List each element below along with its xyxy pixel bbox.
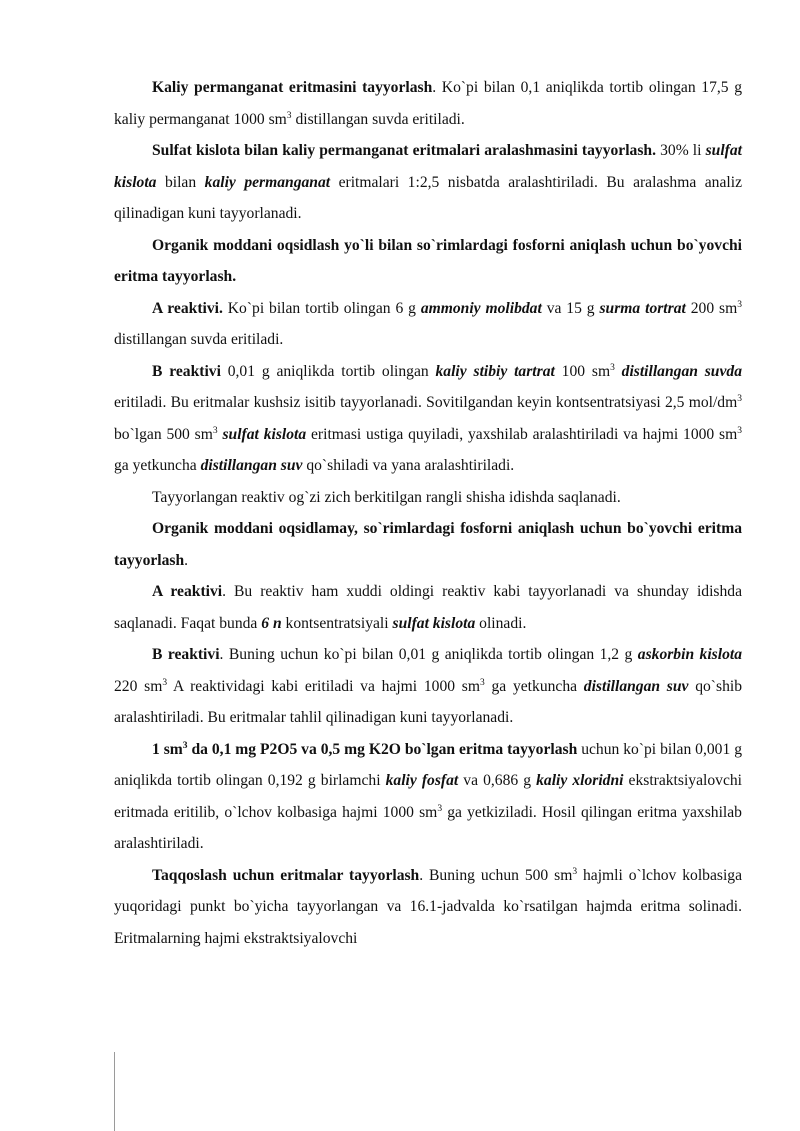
para-heading-oqsidlamay <box>114 513 742 576</box>
text-run: 220 sm <box>114 677 163 695</box>
bold-italic-term: askorbin kislota <box>637 646 743 663</box>
text-run: 100 sm <box>554 362 611 380</box>
para-saqlash <box>114 482 742 514</box>
superscript: 3 <box>610 362 615 373</box>
superscript: 3 <box>572 866 578 877</box>
text-run: ga yetkiziladi. Hosil qilingan eritma yaxshilab aralashtiriladi. <box>114 803 742 852</box>
text-run: . Ko`pi bilan 0,1 aniqlikda tortib olingan 17,5 g kaliy permanganat 1000 sm <box>114 79 742 128</box>
text-run: . Buning uchun ko`pi bilan 0,01 g aniqlikda tortib olingan 1,2 g <box>219 646 638 663</box>
para-a-reaktivi-2 <box>114 576 742 639</box>
bold-italic-term: kaliy stibiy tartrat <box>435 362 555 380</box>
superscript: 3 <box>437 803 443 814</box>
bold-italic-term: distillangan suv <box>200 457 303 474</box>
bold-text: Taqqoslash uchun eritmalar tayyorlash <box>152 866 420 884</box>
superscript: 3 <box>182 740 188 751</box>
superscript: 3 <box>737 394 742 404</box>
text-run: . Bu reaktiv ham xuddi oldingi reaktiv kabi tayyorlanadi va shunday idishda saqlanadi. Faqat bunda <box>114 583 742 632</box>
page-margin-line <box>114 1052 115 1131</box>
bold-italic-term: distillangan suv <box>583 677 689 695</box>
text-run: qo`shiladi va yana aralashtiriladi. <box>302 457 515 474</box>
text-run: 200 sm <box>685 299 738 317</box>
text-run: olinadi. <box>475 614 527 632</box>
para-b-reaktivi-2 <box>114 639 742 734</box>
para-b-reaktivi-1 <box>114 356 742 482</box>
text-run: Tayyorlangan reaktiv og`zi zich berkitilgan rangli shisha idishda saqlanadi. <box>152 488 621 506</box>
text-run: bo`lgan 500 sm <box>114 425 213 443</box>
bold-italic-term: sulfat kislota <box>222 425 307 443</box>
text-run: va 0,686 g <box>458 772 537 789</box>
superscript: 3 <box>162 677 168 688</box>
text-run: A reaktividagi kabi eritiladi va hajmi 1000 sm <box>167 677 481 695</box>
text-run: . Buning uchun 500 sm <box>419 866 573 884</box>
text-run: ekstraktsiyalovchi eritmada eritilib, o`lchov kolbasiga hajmi 1000 sm <box>114 772 742 821</box>
bold-text: da 0,1 mg P2O5 va 0,5 mg K2O bo`lgan eritma tayyorlash <box>187 740 578 758</box>
bold-italic-term: surma tortrat <box>599 299 686 317</box>
text-run: 30% li <box>656 142 706 159</box>
text-run: uchun ko`pi bilan 0,001 g aniqlikda tortib olingan 0,192 g birlamchi <box>114 740 742 789</box>
bold-italic-term: ammoniy molibdat <box>420 299 542 317</box>
superscript: 3 <box>212 425 218 436</box>
para-a-reaktivi-1 <box>114 293 742 356</box>
bold-text: B reaktivi <box>152 646 220 663</box>
text-run: distillangan suvda eritiladi. <box>114 331 284 348</box>
para-sulfat-kaliy-aralashma <box>114 135 742 230</box>
bold-text: 1 sm <box>152 740 183 758</box>
bold-text: A reaktivi. <box>152 299 223 317</box>
bold-italic-term: 6 n <box>261 614 282 632</box>
text-run: . <box>184 551 189 569</box>
para-p2o5-k2o <box>114 734 742 860</box>
para-kaliy-permanganat <box>114 72 742 135</box>
text-run: ga yetkuncha <box>114 457 201 474</box>
superscript: 3 <box>286 110 292 121</box>
bold-text: Kaliy permanganat eritmasini tayyorlash <box>152 79 433 96</box>
bold-italic-term: kaliy fosfat <box>385 772 459 789</box>
text-run: eritmalari 1:2,5 nisbatda aralashtiriladi. Bu aralashma analiz qilinadigan kuni tayyorlanadi. <box>114 173 742 222</box>
bold-text: A reaktivi <box>152 583 223 600</box>
text-run: Ko`pi bilan tortib olingan 6 g <box>222 299 421 317</box>
bold-text: Sulfat kislota bilan kaliy permanganat eritmalari aralashmasini tayyorlash. <box>152 142 656 159</box>
para-taqqoslash <box>114 860 742 955</box>
text-run: hajmli o`lchov kolbasiga yuqoridagi punkt bo`yicha tayyorlangan va 16.1-jadvalda ko`rsatilgan hajmda eritma solinadi. Eritmalarning hajmi ekstraktsiyalovchi <box>114 866 742 947</box>
text-run: qo`shib aralashtiriladi. Bu eritmalar tahlil qilinadigan kuni tayyorlanadi. <box>114 677 742 726</box>
bold-italic-term: sulfat kislota <box>114 142 742 191</box>
text-run: ga yetkuncha <box>484 677 584 695</box>
text-run <box>615 363 622 380</box>
superscript: 3 <box>480 677 485 688</box>
text-run: distillangan suvda eritiladi. <box>291 110 465 128</box>
bold-text: B reaktivi <box>152 362 221 380</box>
text-run: kontsentratsiyali <box>281 614 393 632</box>
bold-italic-term: kaliy xloridni <box>536 772 624 789</box>
bold-italic-term: kaliy permanganat <box>204 173 331 191</box>
superscript: 3 <box>737 425 742 436</box>
para-heading-oqsidlash <box>114 230 742 293</box>
superscript: 3 <box>737 299 742 310</box>
text-run: eritiladi. Bu eritmalar kushsiz isitib tayyorlanadi. Sovitilgandan keyin kontsentratsiyasi 2,5 mol/dm <box>114 394 738 411</box>
text-run: bilan <box>156 173 205 191</box>
text-run: eritmasi ustiga quyiladi, yaxshilab aralashtiriladi va hajmi 1000 sm <box>306 425 738 443</box>
bold-italic-term: sulfat kislota <box>392 614 476 632</box>
bold-italic-term: distillangan suvda <box>621 362 742 380</box>
bold-text: Organik moddani oqsidlamay, so`rimlardagi fosforni aniqlash uchun bo`yovchi eritma tayyorlash <box>114 520 742 569</box>
text-run: 0,01 g aniqlikda tortib olingan <box>220 362 436 380</box>
bold-text: Organik moddani oqsidlash yo`li bilan so`rimlardagi fosforni aniqlash uchun bo`yovchi eritma tayyorlash. <box>114 236 742 285</box>
document-body <box>114 72 742 954</box>
text-run: va 15 g <box>541 299 600 317</box>
